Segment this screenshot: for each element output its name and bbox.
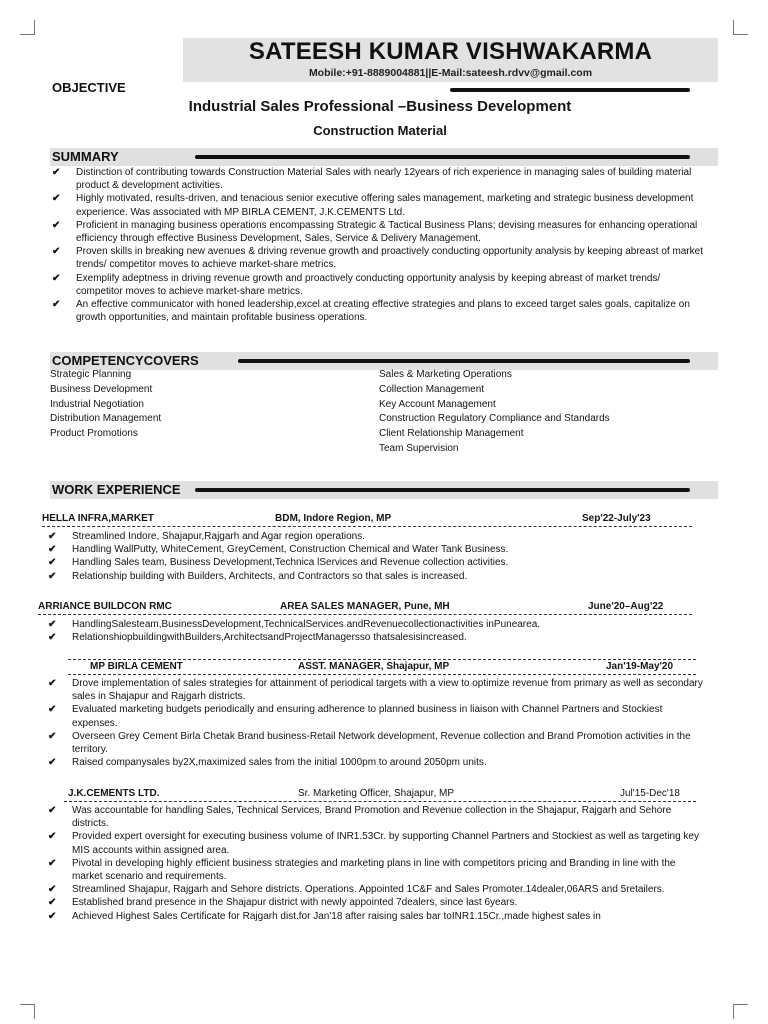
bullet-item: [44, 804, 704, 830]
check-icon: ✔: [48, 557, 57, 569]
competency-item: Business Development: [50, 383, 153, 395]
bullet-item: [44, 570, 704, 583]
candidate-name: SATEESH KUMAR VISHWAKARMA: [248, 38, 653, 65]
competency-item: Client Relationship Management: [379, 428, 524, 440]
job-duties-list: [44, 530, 704, 583]
job-divider-top: [68, 659, 696, 660]
summary-list: [48, 166, 708, 324]
bullet-item: [44, 756, 704, 769]
check-icon: ✔: [48, 619, 57, 630]
check-icon: ✔: [48, 531, 57, 542]
check-icon: ✔: [52, 193, 61, 205]
job-role: Sr. Marketing Officer, Shajapur, MP: [298, 788, 454, 799]
competency-item: Collection Management: [379, 383, 485, 395]
bullet-text: Exemplify adeptness in driving revenue growth and proactively conducting opportunity analysis by keeping abreast of market trends/ competitor moves to achieve market-share metrics.: [76, 272, 661, 297]
section-rule-objective: [450, 88, 690, 92]
bullet-text: An effective communicator with honed leadership,excel at creating effective strategies and plans to exceed target sales goals, capitalize on growth opportunities, and maintain profitable business operations.: [76, 299, 690, 324]
crop-mark-bottom-right: [733, 1004, 748, 1019]
check-icon: ✔: [48, 704, 57, 716]
objective-subheadline: Construction Material: [313, 123, 447, 138]
crop-mark-top-left: [20, 20, 35, 35]
objective-headline: Industrial Sales Professional –Business Development: [188, 98, 572, 115]
competency-item: Sales & Marketing Operations: [379, 369, 512, 380]
section-rule-summary: [195, 155, 690, 159]
job-divider: [38, 614, 692, 615]
job-dates: Sep'22-July'23: [582, 513, 651, 524]
section-title-competency: COMPETENCYCOVERS: [52, 353, 199, 368]
job-duties-list: [44, 804, 704, 923]
job-company: HELLA INFRA,MARKET: [42, 513, 154, 524]
bullet-text: Handling WallPutty, WhiteCement, GreyCement, Construction Chemical and Water Tank Business.: [72, 544, 509, 556]
bullet-item: [48, 192, 708, 218]
competency-item: Construction Regulatory Compliance and Standards: [379, 413, 610, 425]
bullet-text: Pivotal in developing highly efficient business strategies and marketing plans in line with competitors pricing and Branding in line with the market scenario and requirements.: [72, 857, 676, 883]
section-title-objective: OBJECTIVE: [52, 80, 126, 95]
bullet-item: [44, 830, 704, 856]
job-company: J.K.CEMENTS LTD.: [68, 788, 160, 799]
contact-line: Mobile:+91-8889004881||E-Mail:sateesh.rdvv@gmail.com: [308, 67, 593, 79]
competency-left-list: [50, 368, 161, 442]
bullet-text: HandlingSalesteam,BusinessDevelopment,TechnicalServices andRevenuecollectionactivities inPunearea.: [72, 619, 541, 630]
job-company: ARRIANCE BUILDCON RMC: [38, 601, 172, 612]
bullet-item: [44, 910, 704, 923]
competency-item: Product Promotions: [50, 428, 138, 440]
bullet-item: [48, 298, 708, 324]
competency-item: Strategic Planning: [50, 369, 132, 380]
check-icon: ✔: [48, 805, 57, 816]
competency-item: Industrial Negotiation: [50, 398, 144, 410]
section-rule-competency: [238, 359, 690, 363]
bullet-item: [48, 272, 708, 298]
bullet-item: [44, 896, 704, 909]
bullet-text: Overseen Grey Cement Birla Chetak Brand business-Retail Network development, Revenue collection and Brand Promotion activities in the territory.: [72, 730, 691, 756]
bullet-item: [44, 530, 704, 543]
bullet-text: Handling Sales team, Business Development,Technica lServices and Revenue collection activities.: [72, 557, 509, 569]
competency-item: Key Account Management: [379, 398, 496, 410]
check-icon: ✔: [48, 884, 57, 896]
job-duties-list: [44, 618, 704, 644]
check-icon: ✔: [48, 730, 57, 742]
job-divider: [68, 674, 696, 675]
bullet-item: [48, 245, 708, 271]
competency-right-list: [379, 368, 610, 457]
job-dates: Jan'19-May'20: [606, 661, 674, 672]
check-icon: ✔: [48, 857, 57, 869]
check-icon: ✔: [52, 167, 61, 178]
section-title-summary: SUMMARY: [52, 149, 119, 164]
job-role: BDM, Indore Region, MP: [275, 513, 392, 524]
job-divider: [64, 801, 696, 802]
competency-item: Distribution Management: [50, 413, 162, 425]
bullet-text: RelationshiopbuildingwithBuilders,ArchitectsandProjectManagersso thatsalesisincreased.: [72, 632, 467, 644]
job-role: AREA SALES MANAGER, Pune, MH: [280, 601, 450, 612]
bullet-item: [44, 631, 704, 644]
competency-item: Team Supervision: [379, 442, 459, 454]
bullet-text: Distinction of contributing towards Construction Material Sales with nearly 12years of rich experience in managing sales of building material product & development activities.: [76, 167, 692, 192]
bullet-text: Highly motivated, results-driven, and tenacious senior executive offering sales management, marketing and strategic business development experience. Was associated with MP BIRLA CEMENT, J.K.CEMENTS Ltd.: [76, 193, 694, 218]
bullet-text: Was accountable for handling Sales, Technical Services, Brand Promotion and Revenue collection in the Shajapur, Rajgarh and Sehore districts.: [72, 805, 672, 830]
check-icon: ✔: [48, 897, 57, 909]
bullet-item: [44, 703, 704, 729]
bullet-item: [44, 857, 704, 883]
bullet-text: Provided expert oversight for executing business volume of INR1.53Cr. by supporting Channel Partners and Stockiest as well as targeting key MIS accounts within assigned area.: [72, 831, 699, 856]
check-icon: ✔: [48, 831, 57, 843]
bullet-text: Drove implementation of sales strategies for attainment of periodical targets with a view to optimize revenue from primary as well as secondary sales in Shajapur and Rajgarh districts.: [72, 678, 703, 703]
job-dates: June'20–Aug'22: [588, 601, 664, 612]
check-icon: ✔: [52, 272, 61, 284]
crop-mark-top-right: [733, 20, 748, 35]
job-duties-list: [44, 677, 704, 769]
check-icon: ✔: [48, 678, 57, 689]
check-icon: ✔: [52, 246, 61, 258]
bullet-item: [44, 618, 704, 631]
bullet-text: Proficient in managing business operations encompassing Strategic & Tactical Business Plans; devising measures for enhancing operational efficiency through effective Business Development, Sales, Service & Delivery Management.: [76, 219, 698, 245]
bullet-text: Established brand presence in the Shajapur district with newly appointed 7dealers, since last 6years.: [72, 897, 518, 909]
bullet-item: [44, 543, 704, 556]
bullet-text: Proven skills in breaking new avenues & driving revenue growth and proactively conducting opportunity analysis by keeping abreast of market trends/ competitor moves to achieve market-share metrics.: [76, 246, 704, 271]
job-divider: [42, 526, 692, 527]
job-dates: Jul'15-Dec'18: [620, 788, 680, 799]
check-icon: ✔: [52, 299, 61, 311]
bullet-text: Relationship building with Builders, Architects, and Contractors so that sales is increased.: [72, 570, 468, 582]
bullet-item: [44, 730, 704, 756]
section-title-experience: WORK EXPERIENCE: [52, 482, 181, 497]
bullet-text: Streamlined Indore, Shajapur,Rajgarh and Agar region operations.: [72, 531, 365, 542]
job-company: MP BIRLA CEMENT: [90, 661, 183, 672]
check-icon: ✔: [48, 544, 57, 556]
bullet-text: Streamlined Shajapur, Rajgarh and Sehore districts. Operations. Appointed 1C&F and Sales Promoter.14dealer,06ARS and 5retailers.: [72, 884, 665, 896]
check-icon: ✔: [48, 632, 57, 644]
section-rule-experience: [195, 488, 690, 492]
bullet-item: [44, 556, 704, 569]
bullet-item: [48, 166, 708, 192]
check-icon: ✔: [48, 757, 57, 769]
bullet-item: [44, 677, 704, 703]
check-icon: ✔: [48, 910, 57, 922]
bullet-item: [48, 219, 708, 245]
job-role: ASST. MANAGER, Shajapur, MP: [298, 661, 450, 672]
bullet-item: [44, 883, 704, 896]
check-icon: ✔: [48, 570, 57, 582]
bullet-text: Evaluated marketing budgets periodically and ensuring adherence to planned business in liaison with Channel Partners and Stockiest expenses.: [72, 704, 663, 729]
bullet-text: Achieved Highest Sales Certificate for Rajgarh dist.for Jan'18 after raising sales bar toINR1.15Cr.,made highest sales in: [72, 910, 601, 922]
bullet-text: Raised companysales by2X,maximized sales from the initial 1000pm to around 2050pm units.: [72, 757, 487, 769]
check-icon: ✔: [52, 219, 61, 231]
crop-mark-bottom-left: [20, 1004, 35, 1019]
